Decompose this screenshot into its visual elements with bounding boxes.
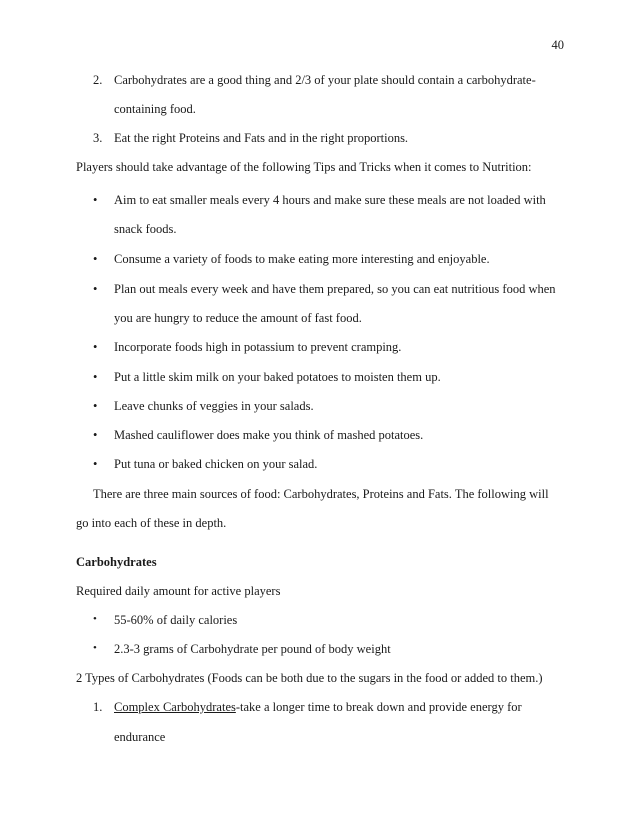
tips-intro: Players should take advantage of the following Tips and Tricks when it comes to Nutrition: — [76, 160, 532, 174]
required-item-text: 2.3-3 grams of Carbohydrate per pound of body weight — [114, 642, 391, 656]
tip-text: Put a little skim milk on your baked potatoes to moisten them up. — [114, 370, 441, 384]
list-item-text — [114, 700, 522, 715]
bullet-icon: • — [93, 613, 97, 625]
tip-text: Consume a variety of foods to make eating more interesting and enjoyable. — [114, 252, 490, 266]
list-item-text: Carbohydrates are a good thing and 2/3 of your plate should contain a carbohydrate- — [114, 73, 536, 87]
tip-text: Leave chunks of veggies in your salads. — [114, 399, 314, 413]
list-number: 2. — [93, 73, 103, 87]
sources-paragraph-line-1: There are three main sources of food: Carbohydrates, Proteins and Fats. The following will — [93, 487, 549, 501]
section-heading-carbohydrates: Carbohydrates — [76, 555, 157, 569]
bullet-icon: • — [93, 282, 98, 296]
bullet-icon: • — [93, 370, 98, 384]
list-number: 1. — [93, 700, 103, 714]
list-number: 3. — [93, 131, 103, 145]
tip-text: Aim to eat smaller meals every 4 hours and make sure these meals are not loaded with — [114, 193, 546, 207]
bullet-icon: • — [93, 642, 97, 654]
tip-text: Put tuna or baked chicken on your salad. — [114, 457, 318, 471]
bullet-icon: • — [93, 457, 98, 471]
bullet-icon: • — [93, 252, 98, 266]
list-item-text-continued: containing food. — [114, 102, 196, 116]
required-amount-label: Required daily amount for active players — [76, 584, 281, 598]
list-item-text-continued: endurance — [114, 730, 166, 744]
required-item-text: 55-60% of daily calories — [114, 613, 238, 627]
tip-text-continued: you are hungry to reduce the amount of fast food. — [114, 311, 362, 325]
term-complex-carbohydrates: Complex Carbohydrates — [114, 700, 236, 714]
tip-text: Mashed cauliflower does make you think of mashed potatoes. — [114, 428, 424, 442]
term-definition: -take a longer time to break down and provide energy for — [235, 700, 522, 714]
tip-text: Incorporate foods high in potassium to prevent cramping. — [114, 340, 402, 354]
sources-paragraph-line-2: go into each of these in depth. — [76, 516, 227, 530]
bullet-icon: • — [93, 193, 98, 207]
list-item-text: Eat the right Proteins and Fats and in the right proportions. — [114, 131, 409, 145]
carb-types-line: 2 Types of Carbohydrates (Foods can be both due to the sugars in the food or added to them.) — [76, 671, 543, 685]
bullet-icon: • — [93, 399, 98, 413]
bullet-icon: • — [93, 428, 98, 442]
page-number: 40 — [551, 38, 564, 52]
bullet-icon: • — [93, 340, 98, 354]
tip-text: Plan out meals every week and have them prepared, so you can eat nutritious food when — [114, 282, 556, 296]
tip-text-continued: snack foods. — [114, 222, 177, 236]
